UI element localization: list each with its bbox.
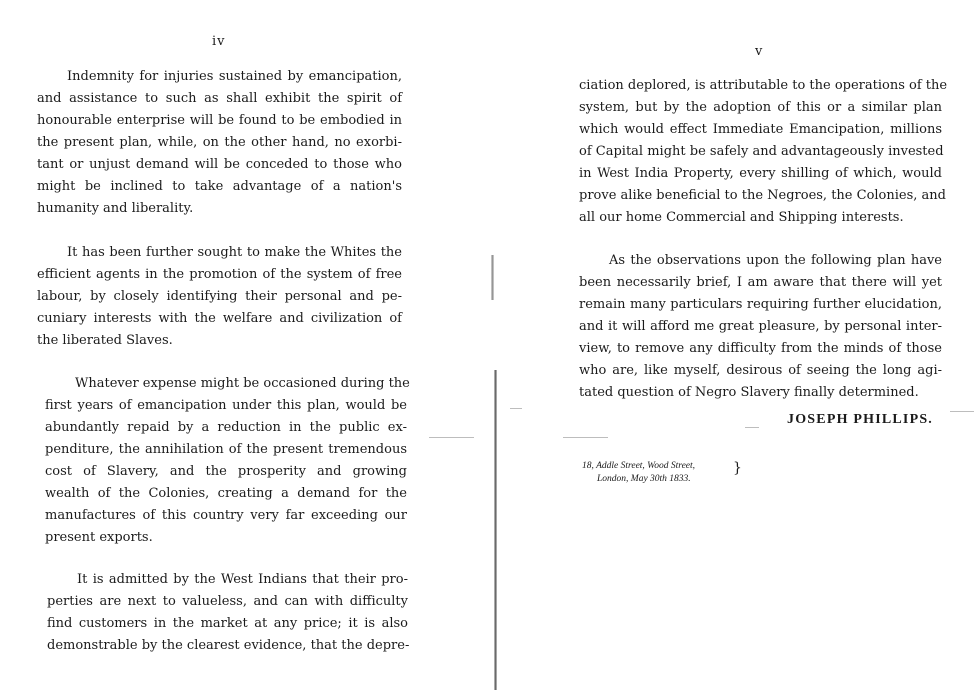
text-line: prove alike beneficial to the Negroes, the Colonies, and	[579, 188, 946, 203]
paragraph-whites	[37, 242, 402, 352]
scan-mark	[429, 437, 474, 438]
text-line: all our home Commercial and Shipping interests.	[579, 210, 904, 225]
text-line: find customers in the market at any price; it is also	[47, 616, 408, 631]
right-page	[490, 0, 980, 690]
brace-mark: }	[733, 460, 742, 476]
text-line: remain many particulars requiring further elucidation,	[579, 297, 942, 312]
text-line: demonstrable by the clearest evidence, that the depre-	[47, 638, 410, 653]
text-line: abundantly repaid by a reduction in the public ex-	[45, 420, 407, 435]
text-line: might be inclined to take advantage of a nation's	[37, 179, 402, 194]
text-line: honourable enterprise will be found to be embodied in	[37, 113, 402, 128]
text-line: tated question of Negro Slavery finally determined.	[579, 385, 919, 400]
text-line: which would effect Immediate Emancipation, millions	[579, 122, 942, 137]
text-line: It is admitted by the West Indians that their pro-	[77, 572, 408, 587]
address-line: London, May 30th 1833.	[597, 474, 691, 484]
text-line: As the observations upon the following plan have	[609, 253, 942, 268]
text-line: perties are next to valueless, and can with difficulty	[47, 594, 408, 609]
paragraph-observations	[579, 250, 942, 404]
signature: JOSEPH PHILLIPS.	[787, 412, 934, 427]
text-line: and it will afford me great pleasure, by personal inter-	[579, 319, 942, 334]
text-line: system, but by the adoption of this or a similar plan	[579, 100, 942, 115]
text-line: the present plan, while, on the other hand, no exorbi-	[37, 135, 402, 150]
text-line: of Capital might be safely and advantageously invested	[579, 144, 944, 159]
paragraph-depreciation	[579, 75, 948, 229]
text-line: penditure, the annihilation of the present tremendous	[45, 442, 407, 457]
text-line: Indemnity for injuries sustained by emancipation,	[67, 69, 402, 84]
text-line: ciation deplored, is attributable to the operations of the	[579, 78, 948, 93]
text-line: in West India Property, every shilling of which, would	[579, 166, 942, 181]
text-line: the liberated Slaves.	[37, 333, 173, 348]
paragraph-west-indians	[47, 569, 408, 657]
address-line: 18, Addle Street, Wood Street,	[582, 461, 696, 471]
text-line: tant or unjust demand will be conceded to those who	[37, 157, 402, 172]
text-line: labour, by closely identifying their personal and pe-	[37, 289, 402, 304]
text-line: been necessarily brief, I am aware that there will yet	[579, 275, 942, 290]
text-line: humanity and liberality.	[37, 201, 194, 216]
text-line: view, to remove any difficulty from the minds of those	[579, 341, 942, 356]
text-line: manufactures of this country very far exceeding our	[45, 508, 407, 523]
page-number-right: v	[755, 44, 764, 59]
address-block	[582, 460, 695, 486]
text-line: wealth of the Colonies, creating a demand for the	[45, 486, 407, 501]
text-line: It has been further sought to make the Whites the	[67, 245, 402, 260]
text-line: present exports.	[45, 530, 153, 545]
paragraph-expense	[45, 373, 410, 549]
text-line: cuniary interests with the welfare and civilization of	[37, 311, 402, 326]
page-number-left: iv	[212, 34, 226, 49]
paragraph-indemnity	[37, 66, 402, 220]
text-line: and assistance to such as shall exhibit the spirit of	[37, 91, 402, 106]
text-line: Whatever expense might be occasioned during the	[75, 376, 410, 391]
text-line: cost of Slavery, and the prosperity and growing	[45, 464, 407, 479]
text-line: who are, like myself, desirous of seeing the long agi-	[579, 363, 942, 378]
text-line: efficient agents in the promotion of the system of free	[37, 267, 402, 282]
text-line: first years of emancipation under this plan, would be	[45, 398, 407, 413]
